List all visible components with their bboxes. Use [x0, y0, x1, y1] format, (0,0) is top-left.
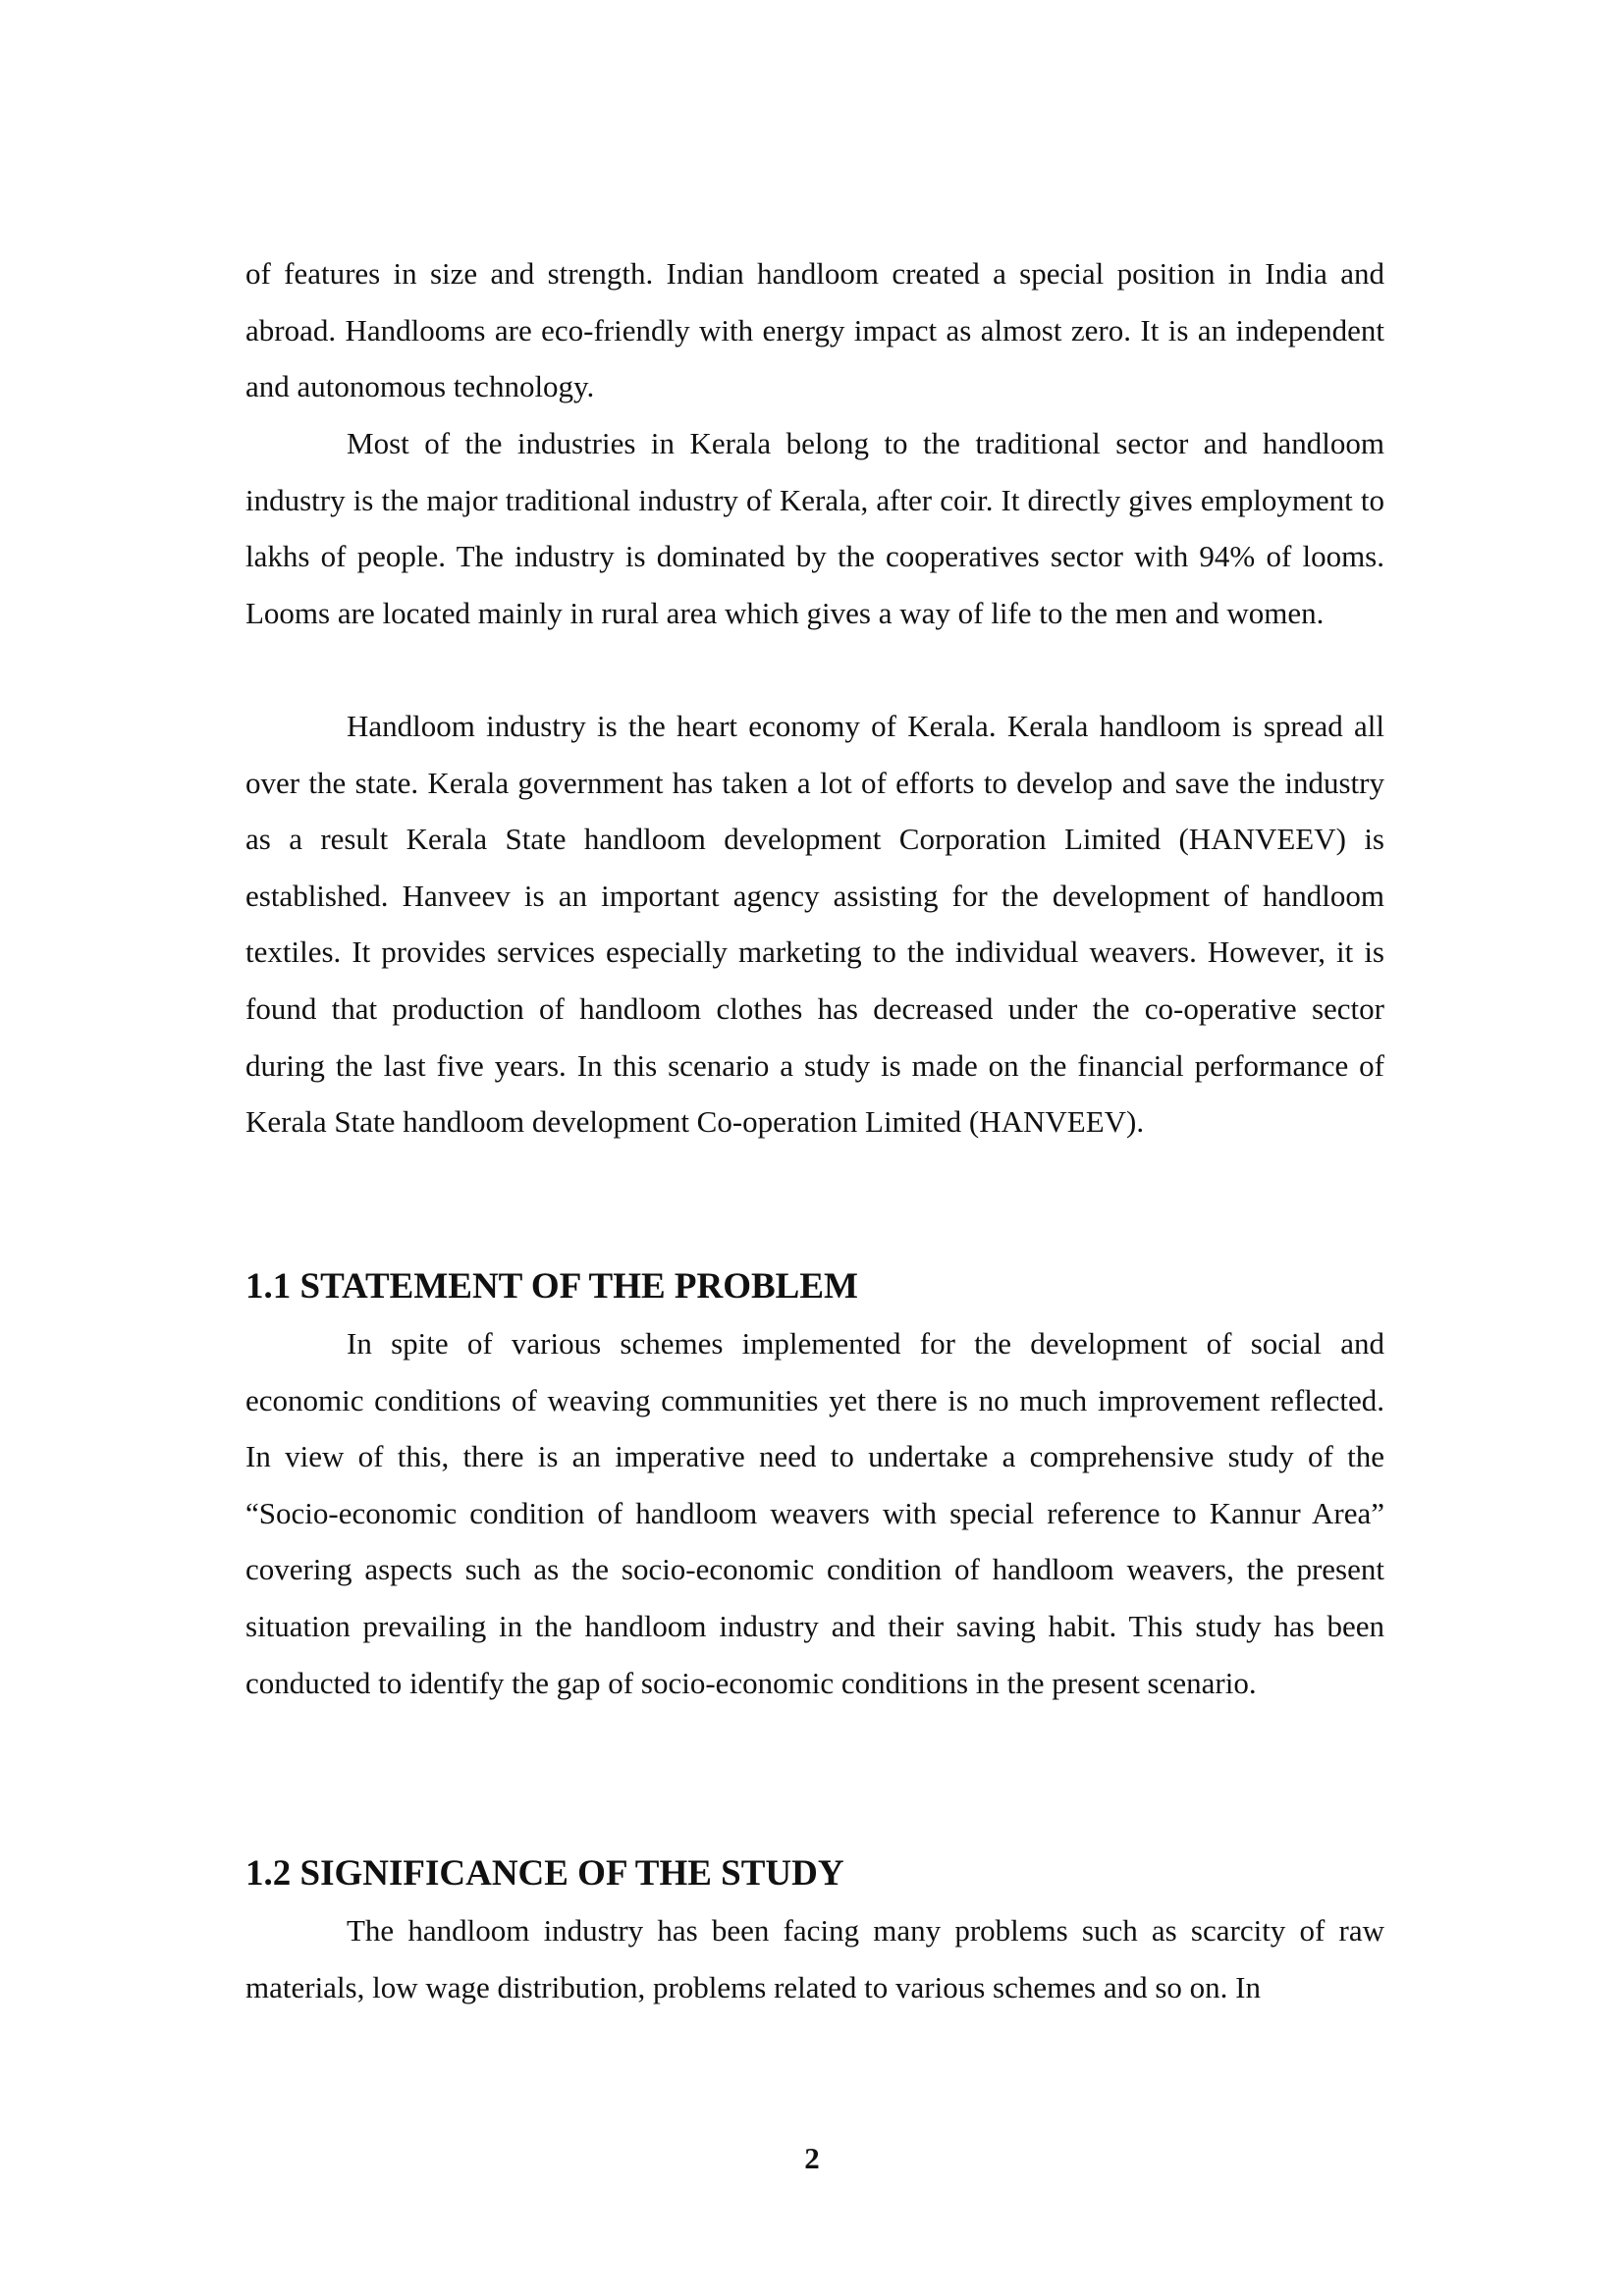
- body-paragraph: Handloom industry is the heart economy of Kerala. Kerala handloom is spread all over the state. Kerala government has taken a lot of efforts to develop and save the industry as a result Kerala State handloom development Corporation Limited (HANVEEV) is established. Hanveev is an important agency assisting for the development of handloom textiles. It provides services especially marketing to the individual weavers. However, it is found that production of handloom clothes has decreased under the co-operative sector during the last five years. In this scenario a study is made on the financial performance of Kerala State handloom development Co-operation Limited (HANVEEV).: [245, 709, 1384, 1140]
- section-body-significance-of-study: The handloom industry has been facing many problems such as scarcity of raw materials, low wage distribution, problems related to various schemes and so on. In: [245, 1913, 1384, 2004]
- section-heading-significance-of-study: 1.2 SIGNIFICANCE OF THE STUDY: [245, 1853, 844, 1894]
- page-number: 2: [804, 2141, 820, 2175]
- section-heading-statement-of-problem: 1.1 STATEMENT OF THE PROBLEM: [245, 1266, 858, 1307]
- body-paragraph: Most of the industries in Kerala belong to the traditional sector and handloom industry is the major traditional industry of Kerala, after coir. It directly gives employment to lakhs of people. The industry is dominated by the cooperatives sector with 94% of looms. Looms are located mainly in rural area which gives a way of life to the men and women.: [245, 426, 1384, 630]
- body-paragraph: of features in size and strength. Indian handloom created a special position in India and abroad. Handlooms are eco-friendly with energy impact as almost zero. It is an independent and autonomous technology.: [245, 256, 1384, 404]
- section-body-statement-of-problem: In spite of various schemes implemented for the development of social and economic conditions of weaving communities yet there is no much improvement reflected. In view of this, there is an imperative need to undertake a comprehensive study of the “Socio-economic condition of handloom weavers with special reference to Kannur Area” covering aspects such as the socio-economic condition of handloom weavers, the present situation prevailing in the handloom industry and their saving habit. This study has been conducted to identify the gap of socio-economic conditions in the present scenario.: [245, 1326, 1384, 1700]
